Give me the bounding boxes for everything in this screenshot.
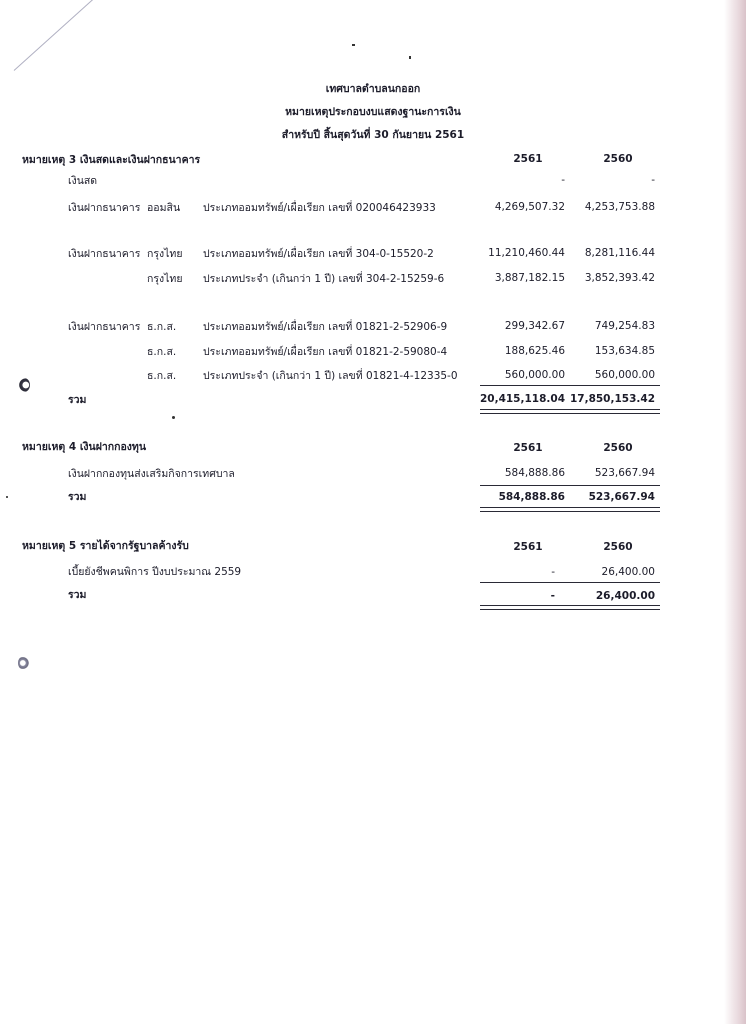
subtotal-rule [480,582,660,583]
report-period: สำหรับปี สิ้นสุดวันที่ 30 กันยายน 2561 [281,129,465,141]
amount-2560: 153,634.85 [594,345,655,357]
scanner-edge-shadow [724,0,746,1024]
subtotal-rule [480,385,660,386]
note5-title: หมายเหตุ 5 รายได้จากรัฐบาลค้างรับ [22,540,189,552]
amount-2561: 188,625.46 [504,345,565,357]
note3-total-2560: 17,850,153.42 [569,393,655,405]
amount-2560: 749,254.83 [594,320,655,332]
amount-2560: 560,000.00 [594,369,655,381]
amount-2560: 3,852,393.42 [584,272,655,284]
account-description: ประเภทออมทรัพย์/เผื่อเรียก เลขที่ 020046423933 [203,202,436,214]
speck-mark [352,44,355,46]
amount-2561: 560,000.00 [504,369,565,381]
note3-col-2560: 2560 [603,153,633,165]
punch-hole-mark [18,378,30,392]
bank-group-label: เงินฝากธนาคาร [68,202,141,214]
note3-total-2561: 20,415,118.04 [479,393,565,405]
note3-title: หมายเหตุ 3 เงินสดและเงินฝากธนาคาร [22,154,201,166]
note3-col-2561: 2561 [513,153,543,165]
note5-item-2561: - [551,566,555,578]
account-description: ประเภทออมทรัพย์/เผื่อเรียก เลขที่ 304-0-15520-2 [203,248,434,260]
note5-item-label: เบี้ยยังชีพคนพิการ ปีงบประมาณ 2559 [68,566,242,578]
total-double-rule [480,605,660,610]
note4-title: หมายเหตุ 4 เงินฝากกองทุน [22,441,147,453]
punch-hole-mark [18,656,30,670]
account-description: ประเภทประจำ (เกินกว่า 1 ปี) เลขที่ 304-2-15259-6 [203,273,445,285]
bank-name: กรุงไทย [147,248,183,260]
organization-title: เทศบาลตำบลนกออก [325,83,421,95]
bank-name: กรุงไทย [147,273,183,285]
cash-2561: - [561,174,565,186]
report-title: หมายเหตุประกอบงบแสดงฐานะการเงิน [285,106,461,118]
bank-name: ออมสิน [147,202,181,214]
amount-2561: 4,269,507.32 [494,201,565,213]
note4-total-2561: 584,888.86 [498,491,565,503]
amount-2560: 8,281,116.44 [584,247,655,259]
note5-total-2560: 26,400.00 [595,590,655,602]
amount-2561: 11,210,460.44 [488,247,565,259]
pen-stroke-mark [14,0,126,71]
total-double-rule [480,409,660,414]
cash-2560: - [651,174,655,186]
note4-item-label: เงินฝากกองทุนส่งเสริมกิจการเทศบาล [68,468,235,480]
note5-item-2560: 26,400.00 [601,566,655,578]
bank-name: ธ.ก.ส. [147,321,177,333]
account-description: ประเภทประจำ (เกินกว่า 1 ปี) เลขที่ 01821-4-12335-0 [203,370,458,382]
amount-2561: 3,887,182.15 [494,272,565,284]
speck-mark [172,416,175,419]
bank-group-label: เงินฝากธนาคาร [68,321,141,333]
note4-col-2560: 2560 [603,442,633,454]
bank-name: ธ.ก.ส. [147,346,177,358]
bank-group-label: เงินฝากธนาคาร [68,248,141,260]
cash-label: เงินสด [68,175,98,187]
note5-col-2560: 2560 [603,541,633,553]
speck-mark [409,56,411,59]
amount-2560: 4,253,753.88 [584,201,655,213]
speck-mark [6,496,8,498]
account-description: ประเภทออมทรัพย์/เผื่อเรียก เลขที่ 01821-2-59080-4 [203,346,448,358]
subtotal-rule [480,485,660,486]
note4-total-2560: 523,667.94 [588,491,655,503]
total-double-rule [480,507,660,512]
note4-item-2561: 584,888.86 [504,467,565,479]
note5-total-label: รวม [68,589,87,601]
note4-item-2560: 523,667.94 [594,467,655,479]
note4-col-2561: 2561 [513,442,543,454]
note5-col-2561: 2561 [513,541,543,553]
note5-total-2561: - [550,590,555,602]
note4-total-label: รวม [68,491,87,503]
note3-total-label: รวม [68,394,87,406]
amount-2561: 299,342.67 [504,320,565,332]
bank-name: ธ.ก.ส. [147,370,177,382]
account-description: ประเภทออมทรัพย์/เผื่อเรียก เลขที่ 01821-2-52906-9 [203,321,448,333]
